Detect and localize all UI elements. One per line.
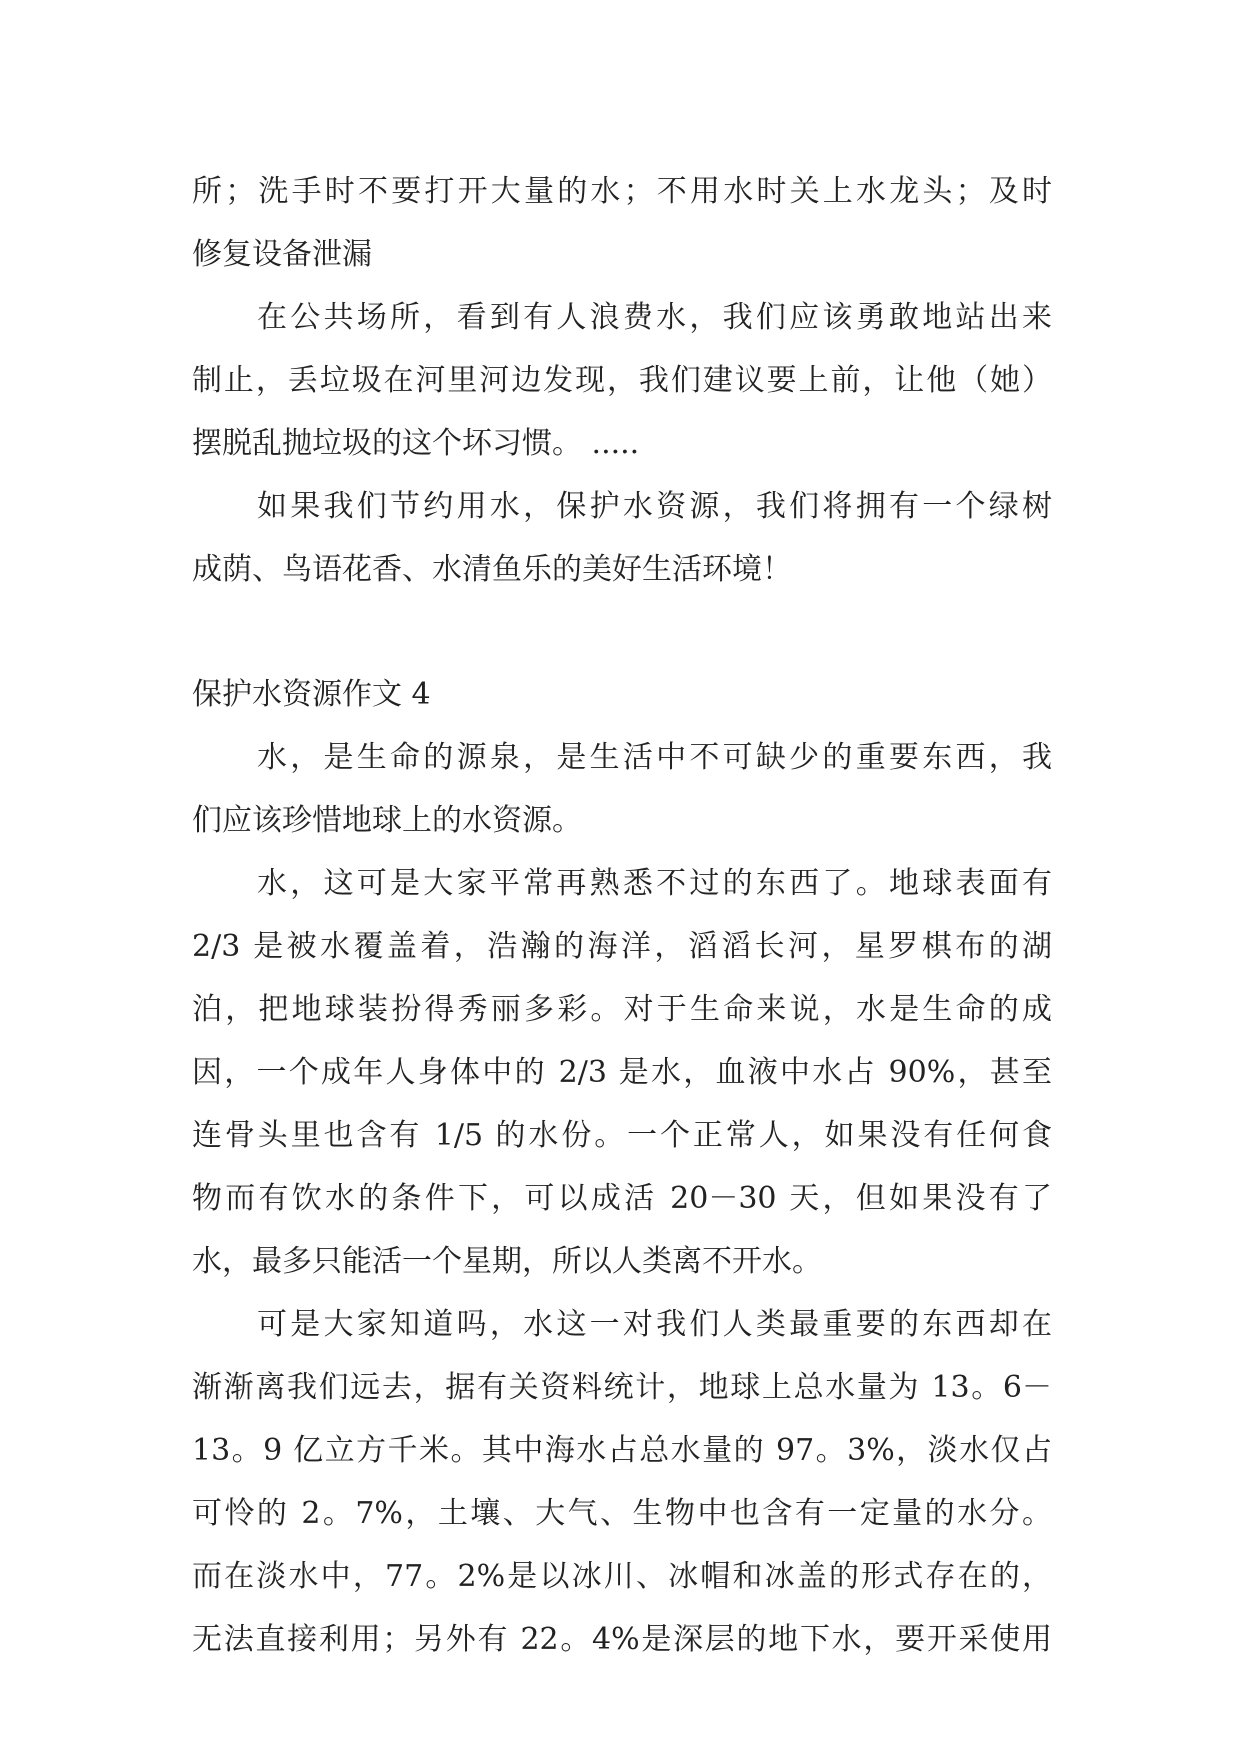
text-line: 可是大家知道吗，水这一对我们人类最重要的东西却在 bbox=[257, 1307, 1052, 1342]
text-line: 渐渐离我们远去，据有关资料统计，地球上总水量为 13。6－ bbox=[192, 1370, 1052, 1405]
paragraph bbox=[192, 726, 1052, 852]
paragraph bbox=[192, 475, 1052, 601]
text-line: 水，最多只能活一个星期，所以人类离不开水。 bbox=[192, 1244, 822, 1279]
text-line: 摆脱乱抛垃圾的这个坏习惯。 ..... bbox=[192, 426, 640, 461]
text-line: 水，这可是大家平常再熟悉不过的东西了。地球表面有 bbox=[257, 866, 1052, 901]
paragraph bbox=[192, 1293, 1052, 1671]
paragraph bbox=[192, 160, 1052, 286]
text-line: 修复设备泄漏 bbox=[192, 237, 372, 272]
text-line: 2/3 是被水覆盖着，浩瀚的海洋，滔滔长河，星罗棋布的湖 bbox=[192, 929, 1052, 964]
text-line: 因，一个成年人身体中的 2/3 是水，血液中水占 90%，甚至 bbox=[192, 1055, 1052, 1090]
text-line: 们应该珍惜地球上的水资源。 bbox=[192, 803, 582, 838]
text-line: 如果我们节约用水，保护水资源，我们将拥有一个绿树 bbox=[257, 489, 1052, 524]
text-line: 在公共场所，看到有人浪费水，我们应该勇敢地站出来 bbox=[257, 300, 1052, 335]
text-line: 水，是生命的源泉，是生活中不可缺少的重要东西，我 bbox=[257, 740, 1052, 775]
text-line: 连骨头里也含有 1/5 的水份。一个正常人，如果没有任何食 bbox=[192, 1118, 1052, 1153]
paragraph bbox=[192, 286, 1052, 475]
paragraph bbox=[192, 852, 1052, 1293]
text-line: 无法直接利用；另外有 22。4%是深层的地下水，要开采使用 bbox=[192, 1622, 1052, 1657]
section-title: 保护水资源作文 4 bbox=[192, 677, 431, 712]
text-line: 成荫、鸟语花香、水清鱼乐的美好生活环境！ bbox=[192, 552, 792, 587]
document-page bbox=[192, 160, 1052, 1671]
text-line: 可怜的 2。7%，土壤、大气、生物中也含有一定量的水分。 bbox=[192, 1496, 1052, 1531]
text-line: 所；洗手时不要打开大量的水；不用水时关上水龙头；及时 bbox=[192, 174, 1052, 209]
text-line: 物而有饮水的条件下，可以成活 20－30 天，但如果没有了 bbox=[192, 1181, 1052, 1216]
text-line: 13。9 亿立方千米。其中海水占总水量的 97。3%，淡水仅占 bbox=[192, 1433, 1052, 1468]
section-gap bbox=[192, 601, 1052, 663]
text-line: 而在淡水中，77。2%是以冰川、冰帽和冰盖的形式存在的， bbox=[192, 1559, 1052, 1594]
text-line: 制止，丢垃圾在河里河边发现，我们建议要上前，让他（她） bbox=[192, 363, 1052, 398]
text-line: 泊，把地球装扮得秀丽多彩。对于生命来说，水是生命的成 bbox=[192, 992, 1052, 1027]
